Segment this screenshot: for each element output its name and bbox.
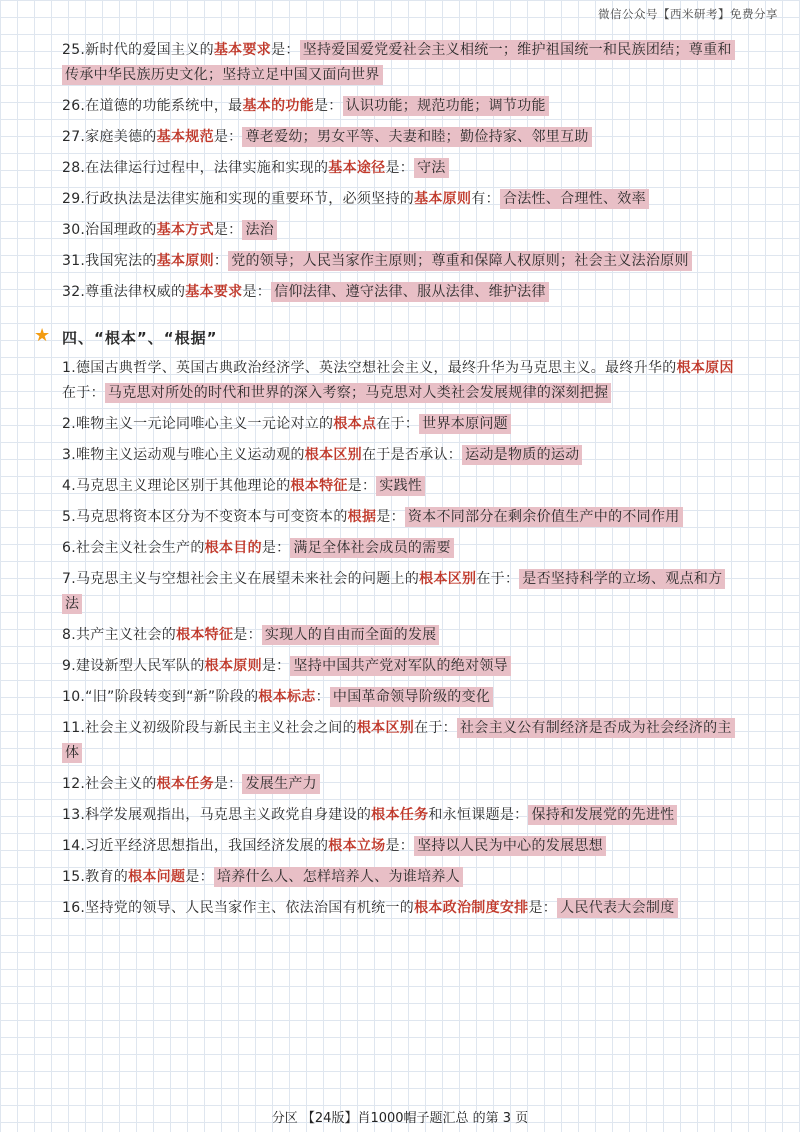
entry-text: 是： [385,160,415,176]
entry-text: 12.社会主义的 [62,776,157,792]
entry-keyword: 基本要求 [185,284,243,300]
entry-text: 是： [213,222,243,238]
entry-text: 是： [261,540,291,556]
entry-answer: 发展生产力 [242,774,320,794]
page-content [34,38,734,927]
entry-keyword: 基本要求 [213,42,272,58]
entry-answer: 信仰法律、遵守法律、服从法律、维护法律 [271,282,549,302]
entry-text: ： [315,689,330,705]
entry-text: 29.行政执法是法律实施和实现的重要环节，必须坚持的 [62,191,415,207]
entry-text: ： [213,253,229,269]
list-item [62,474,734,499]
entry-text: 14.习近平经济思想指出，我国经济发展的 [62,838,329,854]
entry-text: 26.在道德的功能系统中，最 [62,98,243,114]
entry-keyword: 根本特征 [290,478,348,494]
entry-keyword: 根本问题 [128,869,186,885]
entry-text: 是： [185,869,214,885]
entry-text: 8.共产主义社会的 [62,627,177,643]
entry-answer: 尊老爱幼；男女平等、夫妻和睦；勤俭持家、邻里互助 [242,127,591,147]
list-item [62,896,734,921]
section-title [34,325,734,348]
entry-answer: 法治 [242,220,277,240]
entry-text: 13.科学发展观指出，马克思主义政党自身建设的 [62,807,372,823]
entry-keyword: 基本原则 [414,191,472,207]
entry-answer: 坚持爱国爱党爱社会主义相统一；维护祖国统一和民族团结；尊重和传承中华民族历史文化；坚持立足中国又面向世界 [62,40,735,85]
entry-answer: 守法 [414,158,449,178]
entry-answer: 世界本原问题 [419,414,511,434]
list-item [62,356,734,406]
entry-answer: 满足全体社会成员的需要 [290,538,453,558]
section-fundamental [62,356,734,921]
entry-text: 3.唯物主义运动观与唯心主义运动观的 [62,447,305,463]
list-item [62,187,734,212]
entry-text: 在于： [62,385,105,401]
entry-text: 有： [471,191,500,207]
list-item [62,772,734,797]
entry-keyword: 根本区别 [419,571,477,587]
entry-text: 是： [347,478,377,494]
entry-keyword: 根本区别 [304,447,362,463]
entry-answer: 社会主义公有制经济是否成为社会经济的主体 [62,718,735,763]
entry-text: 是： [242,284,272,300]
entry-text: 11.社会主义初级阶段与新民主主义社会之间的 [62,720,357,736]
entry-text: 是： [213,776,243,792]
entry-answer: 培养什么人、怎样培养人、为谁培养人 [214,867,463,887]
entry-answer: 认识功能；规范功能；调节功能 [343,96,549,116]
entry-text: 27.家庭美德的 [62,129,157,145]
entry-keyword: 基本的功能 [242,98,314,114]
entry-keyword: 根本立场 [328,838,386,854]
entry-answer: 中国革命领导阶级的变化 [330,687,493,707]
entry-text: 25.新时代的爱国主义的 [62,42,214,58]
list-item [62,654,734,679]
entry-text: 7.马克思主义与空想社会主义在展望未来社会的问题上的 [62,571,420,587]
list-item [62,218,734,243]
list-item [62,38,734,88]
entry-text: 15.教育的 [62,869,129,885]
entry-text: 6.社会主义社会生产的 [62,540,205,556]
list-item [62,280,734,305]
entry-text: 16.坚持党的领导、人民当家作主、依法治国有机统一的 [62,900,415,916]
entry-text: 是： [233,627,262,643]
list-item [62,803,734,828]
entry-text: 31.我国宪法的 [62,253,157,269]
entry-answer: 合法性、合理性、效率 [500,189,649,209]
entry-keyword: 根本标志 [258,689,316,705]
list-item [62,536,734,561]
entry-answer: 运动是物质的运动 [462,445,582,465]
entry-keyword: 基本途径 [328,160,386,176]
list-item [62,94,734,119]
entry-text: 在于是否承认： [361,447,463,463]
entry-text: 30.治国理政的 [62,222,157,238]
entry-keyword: 根本任务 [371,807,429,823]
entry-keyword: 根本点 [333,416,377,432]
entry-text: 32.尊重法律权威的 [62,284,186,300]
entry-text: 在于： [476,571,520,587]
entry-keyword: 根本目的 [204,540,262,556]
entry-text: 和永恒课题是： [428,807,529,823]
list-item [62,623,734,648]
list-item [62,716,734,766]
entry-answer: 人民代表大会制度 [557,898,677,918]
entry-text: 在于： [376,416,420,432]
entry-text: 2.唯物主义一元论同唯心主义一元论对立的 [62,416,334,432]
entry-keyword: 根本原因 [676,360,734,376]
entry-answer: 马克思对所处的时代和世界的深入考察；马克思对人类社会发展规律的深刻把握 [105,383,612,403]
entry-answer: 保持和发展党的先进性 [528,805,677,825]
entry-text: 1.德国古典哲学、英国古典政治经济学、英法空想社会主义，最终升华为马克思主义。最终升华的 [62,360,677,376]
entry-keyword: 根本任务 [156,776,214,792]
entry-text: 4.马克思主义理论区别于其他理论的 [62,478,291,494]
entry-keyword: 基本规范 [156,129,214,145]
entry-answer: 是否坚持科学的立场、观点和方法 [62,569,725,614]
entry-keyword: 根本区别 [356,720,415,736]
list-item [62,249,734,274]
entry-text: 在于： [414,720,457,736]
list-item [62,156,734,181]
entry-text: 是： [261,658,291,674]
entry-text: 10.“旧”阶段转变到“新”阶段的 [62,689,259,705]
list-item [62,412,734,437]
entry-keyword: 根据 [347,509,377,525]
entry-answer: 坚持以人民为中心的发展思想 [414,836,606,856]
list-item [62,567,734,617]
section-title-text: 四、“根本”、“根据” [62,329,218,347]
entry-text: 是： [528,900,558,916]
entry-keyword: 基本原则 [156,253,214,269]
entry-text: 是： [376,509,405,525]
entry-answer: 实践性 [376,476,425,496]
list-item [62,834,734,859]
entry-text: 是： [213,129,243,145]
entry-text: 是： [313,98,343,114]
entry-text: 5.马克思将资本区分为不变资本与可变资本的 [62,509,348,525]
entry-text: 是： [385,838,415,854]
entry-keyword: 根本特征 [176,627,234,643]
entry-answer: 党的领导；人民当家作主原则；尊重和保障人权原则；社会主义法治原则 [228,251,692,271]
list-item [62,125,734,150]
entry-answer: 资本不同部分在剩余价值生产中的不同作用 [405,507,683,527]
entry-keyword: 基本方式 [156,222,214,238]
entry-text: 是： [271,42,300,58]
list-item [62,505,734,530]
entry-answer: 坚持中国共产党对军队的绝对领导 [290,656,511,676]
list-item [62,685,734,710]
entry-text: 9.建设新型人民军队的 [62,658,205,674]
entry-keyword: 根本原则 [204,658,262,674]
list-item [62,865,734,890]
entry-keyword: 根本政治制度安排 [414,900,529,916]
list-item [62,443,734,468]
header-note: 微信公众号【西米研考】免费分享 [598,7,778,21]
section-basic-requirements [62,38,734,305]
page-footer: 分区 【24版】肖1000帽子题汇总 的第 3 页 [271,1111,529,1126]
star-icon: ★ [34,325,52,346]
entry-text: 28.在法律运行过程中，法律实施和实现的 [62,160,329,176]
entry-answer: 实现人的自由而全面的发展 [262,625,440,645]
